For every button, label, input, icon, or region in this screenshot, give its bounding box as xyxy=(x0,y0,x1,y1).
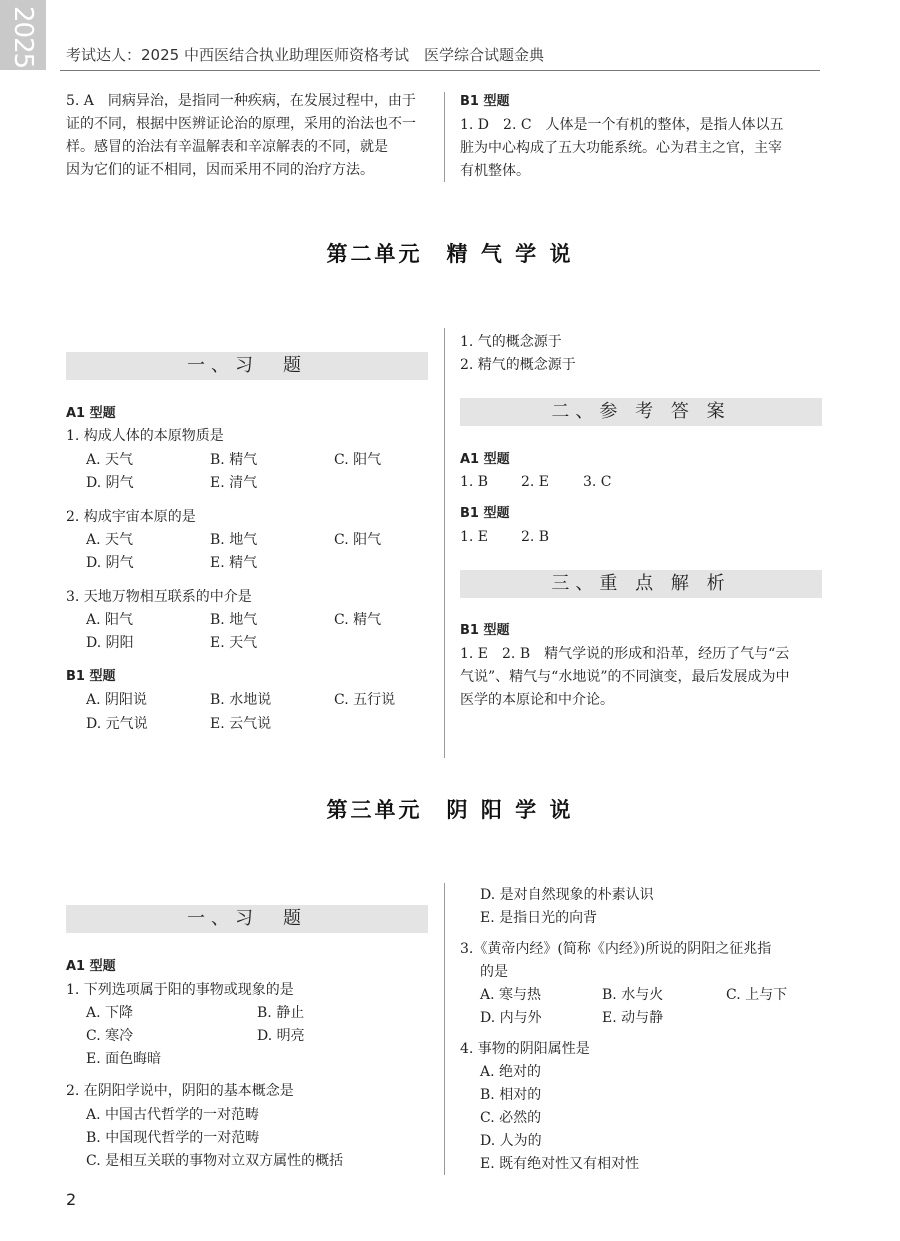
section-band-exercises: 一、习 题 xyxy=(66,352,428,380)
page-number: 2 xyxy=(66,1190,77,1209)
option: D. 明亮 xyxy=(257,1028,305,1044)
option: D. 元气说 xyxy=(86,716,148,732)
column-divider-unit2 xyxy=(444,328,445,758)
answer: 1. E xyxy=(460,529,489,545)
option: D. 人为的 xyxy=(480,1133,542,1149)
option: B. 水与火 xyxy=(602,987,664,1003)
a1-label: A1 型题 xyxy=(66,959,116,974)
option: D. 阴气 xyxy=(86,555,134,571)
question-stem: 1. 下列选项属于阳的事物或现象的是 xyxy=(66,982,294,998)
text-line: 医学的本原论和中介论。 xyxy=(460,692,614,708)
question-stem: 2. 构成宇宙本原的是 xyxy=(66,509,196,525)
option: E. 面色晦暗 xyxy=(86,1051,162,1067)
option: B. 精气 xyxy=(210,452,258,468)
option: A. 绝对的 xyxy=(480,1064,542,1080)
option: D. 是对自然现象的朴素认识 xyxy=(480,887,654,903)
option: A. 寒与热 xyxy=(480,987,542,1003)
option: D. 内与外 xyxy=(480,1010,542,1026)
option: E. 既有绝对性又有相对性 xyxy=(480,1156,640,1172)
top-right-paragraph xyxy=(460,114,822,183)
question-stem: 1. 气的概念源于 xyxy=(460,334,562,350)
question-stem: 1. 构成人体的本原物质是 xyxy=(66,428,224,444)
text-line: 气说”、精气与“水地说”的不同演变，最后发展成为中 xyxy=(460,669,790,685)
text-line: 1. E 2. B 精气学说的形成和沿革，经历了气与“云 xyxy=(460,646,790,662)
answer: 3. C xyxy=(583,474,612,490)
option: C. 精气 xyxy=(334,612,382,628)
option: A. 中国古代哲学的一对范畴 xyxy=(86,1107,260,1123)
option: C. 上与下 xyxy=(726,987,788,1003)
question-stem: 3.《黄帝内经》(简称《内经》)所说的阴阳之征兆指 xyxy=(460,941,772,957)
text-line: 1. D 2. C 人体是一个有机的整体，是指人体以五 xyxy=(460,117,784,133)
text-line: 样。感冒的治法有辛温解表和辛凉解表的不同，就是 xyxy=(66,139,388,155)
option: C. 阳气 xyxy=(334,452,382,468)
section-band-answers: 二、参 考 答 案 xyxy=(460,398,822,426)
text-line: 有机整体。 xyxy=(460,163,530,179)
option: B. 静止 xyxy=(257,1005,305,1021)
option: A. 下降 xyxy=(86,1005,134,1021)
option: B. 水地说 xyxy=(210,692,272,708)
question-stem: 3. 天地万物相互联系的中介是 xyxy=(66,589,252,605)
unit-title: 第三单元 阴 阳 学 说 xyxy=(326,798,574,822)
b1-label: B1 型题 xyxy=(460,506,510,521)
option: E. 天气 xyxy=(210,635,258,651)
question-stem: 4. 事物的阴阳属性是 xyxy=(460,1041,590,1057)
answer: 2. B xyxy=(521,529,550,545)
question-stem: 2. 精气的概念源于 xyxy=(460,357,576,373)
option: B. 地气 xyxy=(210,532,258,548)
option: E. 精气 xyxy=(210,555,258,571)
option: E. 清气 xyxy=(210,475,258,491)
option: E. 动与静 xyxy=(602,1010,664,1026)
option: C. 阳气 xyxy=(334,532,382,548)
text-line: 脏为中心构成了五大功能系统。心为君主之官，主宰 xyxy=(460,140,782,156)
a1-label: A1 型题 xyxy=(66,406,116,421)
text-line: 证的不同，根据中医辨证论治的原理，采用的治法也不一 xyxy=(66,116,416,132)
option: A. 天气 xyxy=(86,452,134,468)
option: A. 阴阳说 xyxy=(86,692,148,708)
option: E. 是指日光的向背 xyxy=(480,910,598,926)
answer: 2. E xyxy=(521,474,550,490)
column-divider-unit3 xyxy=(444,883,445,1175)
option: C. 寒冷 xyxy=(86,1028,134,1044)
unit-title: 第二单元 精 气 学 说 xyxy=(326,242,574,266)
text-line: 因为它们的证不相同，因而采用不同的治疗方法。 xyxy=(66,162,374,178)
option: A. 阳气 xyxy=(86,612,134,628)
option: D. 阴阳 xyxy=(86,635,134,651)
b1-label: B1 型题 xyxy=(460,94,510,109)
option: C. 是相互关联的事物对立双方属性的概括 xyxy=(86,1153,344,1169)
option: A. 天气 xyxy=(86,532,134,548)
year-tab-text: 2025 xyxy=(8,6,38,69)
section-band-exercises: 一、习 题 xyxy=(66,905,428,933)
option: C. 五行说 xyxy=(334,692,396,708)
analysis-paragraph xyxy=(460,643,822,712)
option: B. 相对的 xyxy=(480,1087,542,1103)
option: D. 阴气 xyxy=(86,475,134,491)
top-left-paragraph xyxy=(66,90,428,182)
question-stem: 2. 在阴阳学说中，阴阳的基本概念是 xyxy=(66,1083,294,1099)
header-rule xyxy=(60,70,820,71)
option: B. 地气 xyxy=(210,612,258,628)
b1-label: B1 型题 xyxy=(460,623,510,638)
text-line: 5. A 同病异治，是指同一种疾病，在发展过程中，由于 xyxy=(66,93,416,109)
question-stem-cont: 的是 xyxy=(480,964,508,980)
b1-label: B1 型题 xyxy=(66,669,116,684)
option: C. 必然的 xyxy=(480,1110,542,1126)
section-band-analysis: 三、重 点 解 析 xyxy=(460,570,822,598)
a1-label: A1 型题 xyxy=(460,452,510,467)
answer: 1. B xyxy=(460,474,489,490)
option: E. 云气说 xyxy=(210,716,272,732)
option: B. 中国现代哲学的一对范畴 xyxy=(86,1130,260,1146)
running-header: 考试达人：2025 中西医结合执业助理医师资格考试 医学综合试题金典 xyxy=(66,46,544,64)
year-tab xyxy=(0,0,46,70)
column-divider-top xyxy=(444,92,445,182)
